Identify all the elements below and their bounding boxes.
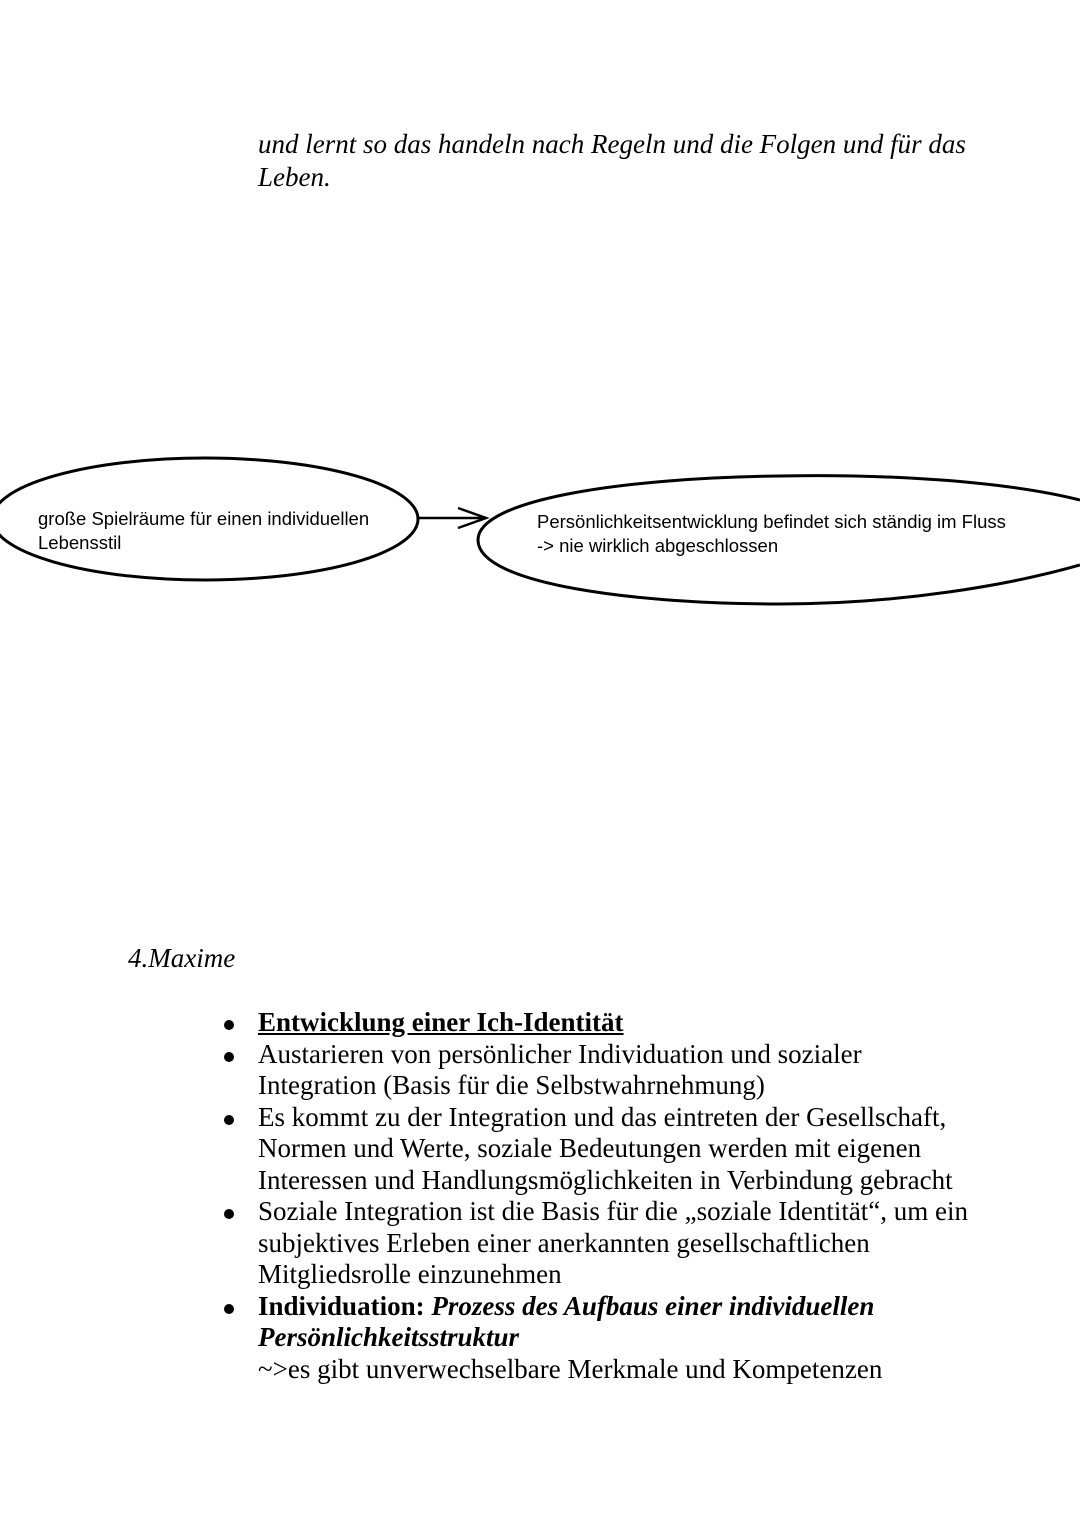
bullet-icon — [224, 1115, 234, 1125]
bullet-list — [258, 1007, 978, 1385]
right-bubble-line-2: -> nie wirklich abgeschlossen — [537, 535, 779, 556]
section-heading: 4.Maxime — [128, 943, 236, 973]
left-bubble — [38, 507, 369, 555]
left-bubble-line-2: Lebensstil — [38, 532, 122, 553]
bullet-item-4: Soziale Integration ist die Basis für die „soziale Identität“, um ein subjektives Erleben einer anerkannten gesellschaftlichen Mitgliedsrolle einzunehmen — [258, 1196, 969, 1289]
list-item — [258, 1007, 978, 1039]
list-item — [258, 1291, 978, 1386]
left-bubble-line-1: große Spielräume für einen individuellen — [38, 508, 370, 529]
bullet-icon — [224, 1304, 234, 1314]
list-item — [258, 1039, 978, 1102]
right-bubble-line-1: Persönlichkeitsentwicklung befindet sich ständig im Fluss — [537, 511, 1006, 532]
bullet-icon — [224, 1209, 234, 1219]
right-bubble — [537, 510, 1006, 558]
bullet-item-2: Austarieren von persönlicher Individuation und sozialer Integration (Basis für die Selbstwahrnehmung) — [258, 1038, 862, 1100]
list-item — [258, 1102, 978, 1197]
list-item — [258, 1196, 978, 1291]
bullet-item-3: Es kommt zu der Integration und das eintreten der Gesellschaft, Normen und Werte, soziale Bedeutungen werden mit eigenen Interessen und Handlungsmöglichkeiten in Verbindung gebracht — [258, 1101, 953, 1195]
intro-text: und lernt so das handeln nach Regeln und die Folgen und für das Leben. — [258, 129, 966, 192]
bullet-item-5-definition: Prozess des Aufbaus einer individuellen Persönlichkeitsstruktur — [258, 1290, 875, 1352]
bullet-icon — [224, 1020, 234, 1030]
bullet-item-5-term: Individuation: — [258, 1290, 425, 1321]
bullet-icon — [224, 1052, 234, 1062]
bullet-item-1: Entwicklung einer Ich-Identität — [258, 1007, 624, 1037]
bullet-item-5-note: ~>es gibt unverwechselbare Merkmale und Kompetenzen — [258, 1353, 883, 1384]
